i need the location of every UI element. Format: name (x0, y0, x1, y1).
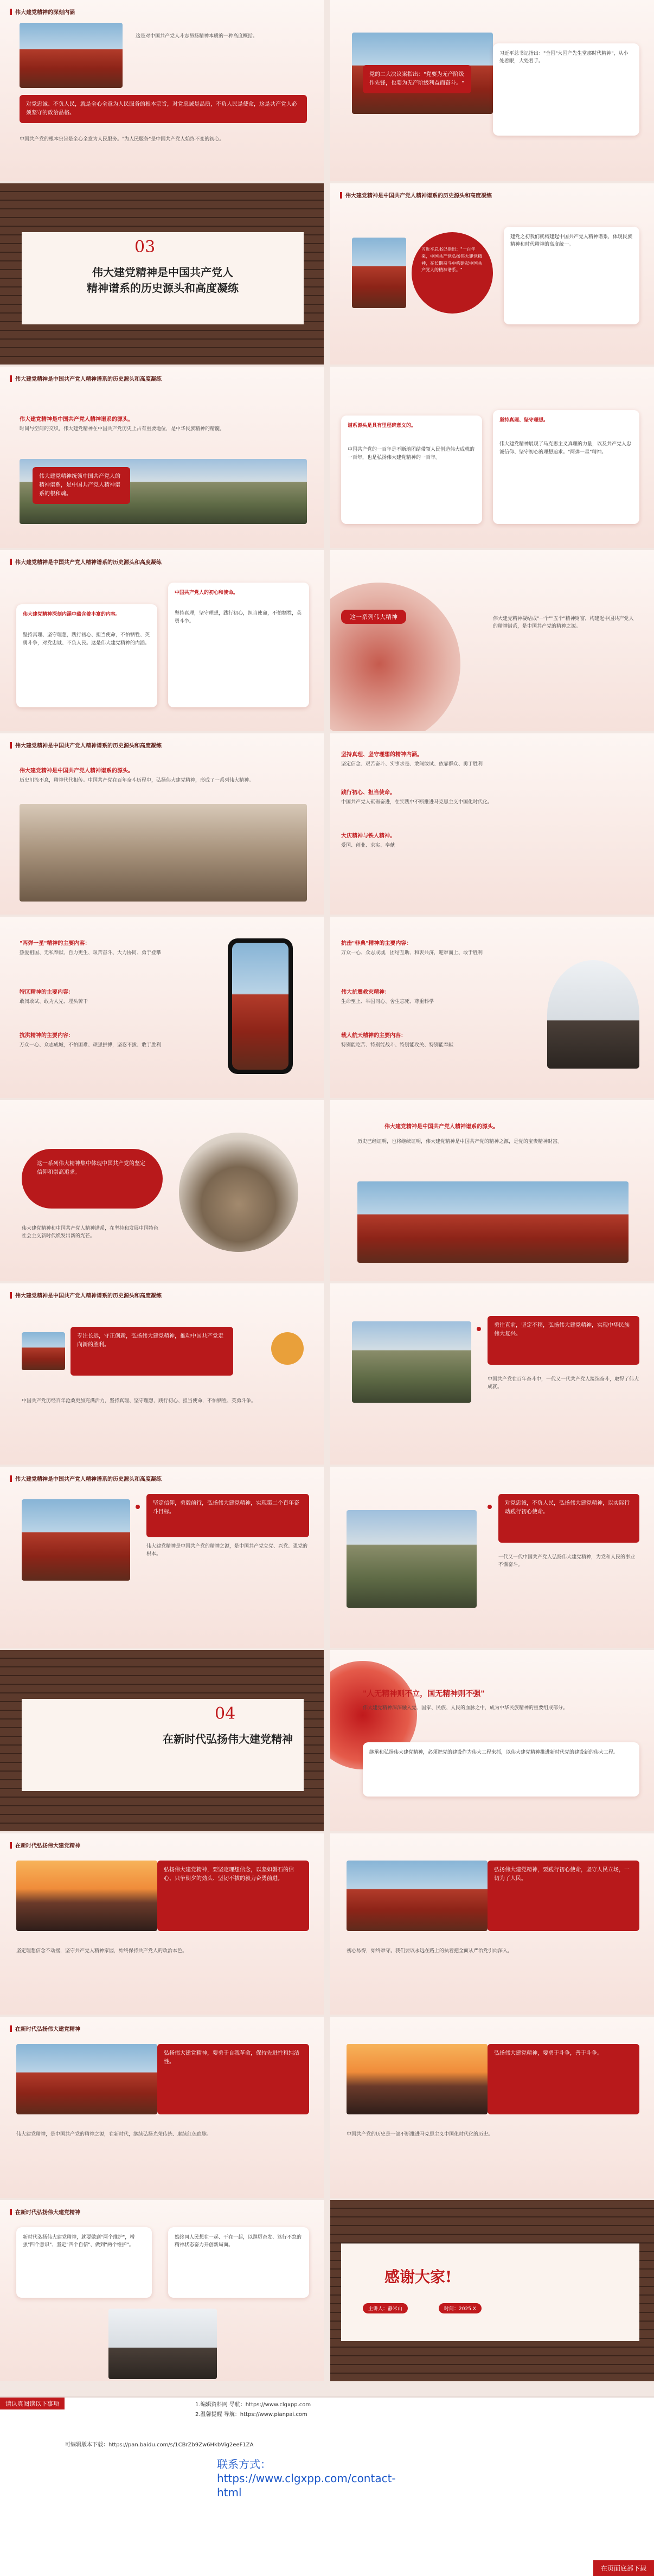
historic-photo (20, 804, 307, 902)
body-2: 中国共产党人砥砺奋进，在实践中不断推进马克思主义中国化时代化。 (341, 800, 493, 805)
bullet-dot (136, 1505, 140, 1509)
great-wall-photo (347, 1510, 477, 1608)
decorative-circle (330, 583, 460, 731)
palace-photo (357, 1181, 629, 1263)
palace-photo (22, 1332, 65, 1370)
palace-photo (347, 1861, 488, 1931)
slide-header: 在新时代弘扬伟大建党精神 (10, 1841, 80, 1849)
slide-title-1: 抗击"非典"精神的主要内容： (341, 941, 412, 947)
slide-11 (0, 917, 324, 1098)
red-callout: 党的二大决议案指出："党要为无产阶级作先锋，也要为无产阶级利益而奋斗。" (363, 65, 471, 93)
slide-5 (0, 367, 324, 548)
slide-header: 伟大建党精神是中国共产党人精神谱系的历史源头和高度凝练 (340, 191, 492, 199)
palace-photo (22, 1499, 130, 1581)
list-1: 万众一心、众志成城，团结互助、和衷共济，迎难而上、敢于胜利 (341, 950, 483, 956)
body-text: 时间与空间的交织，伟大建党精神在中国共产党历史上占有重要地位，是中华民族精神的精髓。 (20, 426, 225, 432)
slide-title: 伟大建党精神是中国共产党人精神谱系的源头。 (20, 417, 133, 423)
nav-link-2[interactable]: 2.温馨提醒 导航：https://www.pianpai.com (195, 2412, 307, 2418)
quote-text: "人无精神则不立，国无精神则不强" (363, 1690, 485, 1698)
torn-paper (341, 2243, 639, 2341)
slide-header: 伟大建党精神是中国共产党人精神谱系的历史源头和高度凝练 (10, 1291, 162, 1299)
slide-18 (330, 1467, 654, 1648)
red-callout: 这一系列伟大精神集中体现中国共产党的坚定信仰和崇高追求。 (22, 1149, 163, 1209)
text-card-1: 谱系源头是具有里程碑意义的。 中国共产党的一百年是不断地团结带领人民创造伟大成就的一百年，也是弘扬伟大建党精神的一百年。 (341, 416, 482, 524)
phone-mockup (228, 938, 293, 1074)
body-text: 历史川流不息，精神代代相传。中国共产党在百年奋斗历程中，弘扬伟大建党精神，形成了一系列伟大精神。 (20, 778, 254, 783)
list-1: 坚定信念、艰苦奋斗、实事求是、敢闯敢试、依靠群众、勇于胜利 (341, 762, 483, 767)
statue-photo (179, 1133, 298, 1252)
red-callout: 弘扬伟大建党精神，要勇于斗争，善于斗争。 (488, 2044, 639, 2114)
body-text: 历史已经证明，也将继续证明，伟大建党精神是中国共产党的精神之源，是党的宝贵精神财富。 (357, 1139, 563, 1145)
body-text: 伟大建党精神是中国共产党的精神之源，是中国共产党立党、兴党、强党的根本。 (146, 1544, 308, 1557)
slide-20 (330, 1650, 654, 1831)
slide-title: 伟大建党精神是中国共产党人精神谱系的源头。 (384, 1124, 498, 1130)
download-notice (0, 2396, 654, 2576)
list-2: 生命至上、举国同心、舍生忘死、尊重科学 (341, 999, 434, 1005)
reporter-pill: 主讲人：静米山 (363, 2303, 408, 2313)
slide-4 (330, 183, 654, 365)
temple-of-heaven-photo (547, 960, 639, 1069)
slide-14 (330, 1100, 654, 1281)
body-text: 伟大建党精神，是中国共产党的精神之源，在新时代，继续弘扬光荣传统、赓续红色血脉。 (16, 2132, 212, 2137)
slide-header: 伟大建党精神的深刻内涵 (10, 8, 75, 16)
slide-header: 伟大建党精神是中国共产党人精神谱系的历史源头和高度凝练 (10, 1474, 162, 1482)
great-wall-photo (352, 1321, 471, 1403)
red-callout: 专注长远，守正创新，弘扬伟大建党精神，推动中国共产党走向新的胜利。 (70, 1327, 233, 1376)
palace-photo (20, 23, 123, 88)
slide-21 (0, 1833, 324, 2015)
slide-26 (330, 2200, 654, 2381)
slide-title-3: 大庆精神与铁人精神。 (341, 833, 395, 839)
slide-title-3: 抗洪精神的主要内容： (20, 1033, 74, 1039)
emblem-icon (271, 1332, 304, 1365)
temple-of-heaven-photo (108, 2309, 217, 2379)
text-card-1: 伟大建党精神深刻内涵中蕴含着丰富的内容。 坚持真理、坚守理想，践行初心、担当使命，不怕牺牲、英勇斗争，对党忠诚、不负人民。这是伟大建党精神的内涵。 (16, 604, 157, 707)
body-text: 伟大建党精神和中国共产党人精神谱系，在坚持和发展中国特色社会主义新时代焕发出新的光芒。 (22, 1226, 159, 1239)
section-title: 在新时代弘扬伟大建党精神 (163, 1733, 293, 1746)
slide-title-3: 载人航天精神的主要内容： (341, 1033, 406, 1039)
text-card-1: 新时代弘扬伟大建党精神，就要做到"两个维护"，增强"四个意识"、坚定"四个自信"、做到"两个维护"。 (16, 2227, 152, 2298)
slide-header: 伟大建党精神是中国共产党人精神谱系的历史源头和高度凝练 (10, 374, 162, 382)
slide-title-2: 特区精神的主要内容： (20, 989, 74, 995)
sunset-photo (347, 2044, 488, 2114)
body-text: 伟大建党精神凝结成"一个""五个"精神财富，构建起中国共产党人的精神谱系，是中国共产党的精神之源。 (493, 616, 634, 630)
phone-screen-photo (232, 943, 288, 1070)
text-card-2: 始终同人民想在一起、干在一起，以踔厉奋发、笃行不怠的精神状态奋力开创新局面。 (168, 2227, 309, 2298)
body-text: 初心易得，始终难守。我们要以永远在路上的执着把全面从严治党引向深入。 (347, 1948, 513, 1954)
bullet-dot (477, 1327, 481, 1331)
slide-13 (0, 1100, 324, 1281)
slide-title-2: 伟大抗震救灾精神： (341, 989, 390, 995)
slide-title-1: 坚持真理、坚守理想的精神内涵。 (341, 752, 422, 758)
red-callout: 弘扬伟大建党精神，要践行初心使命，坚守人民立场，一切为了人民。 (488, 1861, 639, 1931)
text-card: 继承和弘扬伟大建党精神，必须把党的建设作为伟大工程来抓，以伟大建党精神推进新时代党的建设新的伟大工程。 (363, 1742, 639, 1797)
slide-24 (330, 2017, 654, 2198)
body-text: 中国共产党的根本宗旨是全心全意为人民服务。"为人民服务"是中国共产党人始终不变的初心。 (20, 137, 225, 142)
list-3: 爱国、创业、求实、奉献 (341, 843, 395, 848)
slide-12 (330, 917, 654, 1098)
notice-tag: 请认真阅读以下事项 (0, 2398, 65, 2409)
thanks-title: 感谢大家! (384, 2268, 452, 2286)
slide-23 (0, 2017, 324, 2198)
section-number: 03 (134, 238, 156, 257)
red-callout: 对党忠诚、不负人民，就是全心全意为人民服务的根本宗旨，对党忠诚是品质，不负人民是使命，这是共产党人必须坚守的政治品格。 (20, 95, 307, 123)
body-text: 中国共产党在百年奋斗中，一代又一代共产党人接续奋斗，取得了伟大成就。 (488, 1377, 639, 1390)
slide-10 (330, 733, 654, 915)
palace-photo (352, 238, 406, 308)
text-card-2: 坚持真理、坚守理想。 伟大建党精神展现了马克思主义真理的力量，以及共产党人忠诚信仰、坚守初心的理想追求。"两弹一星"精神。 (493, 410, 639, 524)
download-link[interactable]: 可编辑版本下载：https://pan.baidu.com/s/1CBrZb9Zw6HkbVig2eeF1ZA (65, 2442, 254, 2448)
slide-25 (0, 2200, 324, 2381)
red-callout: 勇往直前，坚定不移，弘扬伟大建党精神，实现中华民族伟大复兴。 (488, 1316, 639, 1365)
slide-header: 伟大建党精神是中国共产党人精神谱系的历史源头和高度凝练 (10, 558, 162, 566)
section-title: 伟大建党精神是中国共产党人 精神谱系的历史源头和高度凝练 (87, 266, 239, 295)
text-card-2: 中国共产党人的初心和使命。 坚持真理，坚守理想，践行初心，担当使命，不怕牺牲，英勇斗争。 (168, 583, 309, 707)
intro-text: 这是对中国共产党人斗志昂扬精神本质的一种高度概括。 (136, 34, 258, 39)
slide-16 (330, 1283, 654, 1465)
contact-link[interactable]: 联系方式：https://www.clgxpp.com/contact-html (217, 2458, 396, 2499)
time-pill: 时间：2025.X (439, 2303, 482, 2313)
slide-8 (330, 550, 654, 731)
slide-9 (0, 733, 324, 915)
sunset-photo (16, 1861, 157, 1931)
slide-22 (330, 1833, 654, 2015)
slide-2 (330, 0, 654, 181)
download-button[interactable]: 在页面底部下载 (593, 2560, 654, 2576)
slide-17 (0, 1467, 324, 1648)
red-callout: 坚定信仰，勇毅前行，弘扬伟大建党精神，实现第二个百年奋斗目标。 (146, 1494, 309, 1537)
list-2: 敢闯敢试、敢为人先、埋头苦干 (20, 999, 88, 1005)
red-callout: 弘扬伟大建党精神，要勇于自我革命，保持先进性和纯洁性。 (157, 2044, 309, 2114)
red-callout: 弘扬伟大建党精神，要坚定理想信念，以坚如磐石的信心、只争朝夕的劲头、坚韧不拔的毅力奋勇前进。 (157, 1861, 309, 1931)
list-3: 特别能吃苦、特别能战斗、特别能攻关、特别能奉献 (341, 1043, 454, 1048)
slide-15 (0, 1283, 324, 1465)
slide-1 (0, 0, 324, 181)
red-circle-callout: 习近平总书记指出："一百年来，中国共产党弘扬伟大建党精神，在长期奋斗中构建起中国共产党人的精神谱系。" (412, 232, 493, 314)
red-callout: 伟大建党精神统领中国共产党人的精神谱系，是中国共产党人精神谱系的根和魂。 (33, 467, 130, 504)
nav-link-1[interactable]: 1.编辑资料网 导航：https://www.clgxpp.com (195, 2402, 311, 2408)
body-text: 一代又一代中国共产党人弘扬伟大建党精神，为党和人民的事业不懈奋斗。 (498, 1555, 636, 1568)
pill-label: 这一系列伟大精神 (341, 610, 406, 624)
slide-header: 伟大建党精神是中国共产党人精神谱系的历史源头和高度凝练 (10, 741, 162, 749)
body-text: 中国共产党历经百年沧桑更加充满活力，坚持真理、坚守理想，践行初心、担当使命，不怕牺牲、英勇斗争。 (22, 1398, 257, 1404)
bullet-dot (488, 1505, 492, 1509)
palace-photo (16, 2044, 157, 2114)
list-3: 万众一心、众志成城，不怕困难、顽强拼搏，坚忍不拔、敢于胜利 (20, 1043, 162, 1048)
slide-19 (0, 1650, 324, 1831)
text-card: 习近平总书记指出："全国"大国产先生堂那时代精神"，从小处着眼，大处着手。 (493, 43, 639, 136)
body-text: 中国共产党的历史是一部不断推进马克思主义中国化时代化的历史。 (347, 2132, 493, 2137)
list-1: 热爱祖国、无私奉献、自力更生、艰苦奋斗、大力协同、勇于登攀 (20, 950, 162, 956)
slide-title: 伟大建党精神是中国共产党人精神谱系的源头。 (20, 768, 133, 774)
body-text: 伟大建党精神深深融入党、国家、民族、人民的血脉之中，成为中华民族精神的重要组成部分。 (363, 1705, 568, 1711)
slide-header: 在新时代弘扬伟大建党精神 (10, 2024, 80, 2032)
section-number: 04 (215, 1704, 236, 1723)
red-callout: 对党忠诚，不负人民，弘扬伟大建党精神，以实际行动践行初心使命。 (498, 1494, 639, 1543)
text-card: 建党之初我们就构建起中国共产党人精神谱系，体现民族精神和时代精神的高度统一。 (504, 227, 639, 324)
slide-title-2: 践行初心、担当使命。 (341, 790, 395, 796)
body-text: 坚定理想信念不动摇，坚守共产党人精神家园，始终保持共产党人的政治本色。 (16, 1948, 188, 1954)
slide-title-1: "两弹一星"精神的主要内容： (20, 941, 91, 947)
slide-6 (330, 367, 654, 548)
slide-header: 在新时代弘扬伟大建党精神 (10, 2208, 80, 2216)
slide-3 (0, 183, 324, 365)
slide-7 (0, 550, 324, 731)
